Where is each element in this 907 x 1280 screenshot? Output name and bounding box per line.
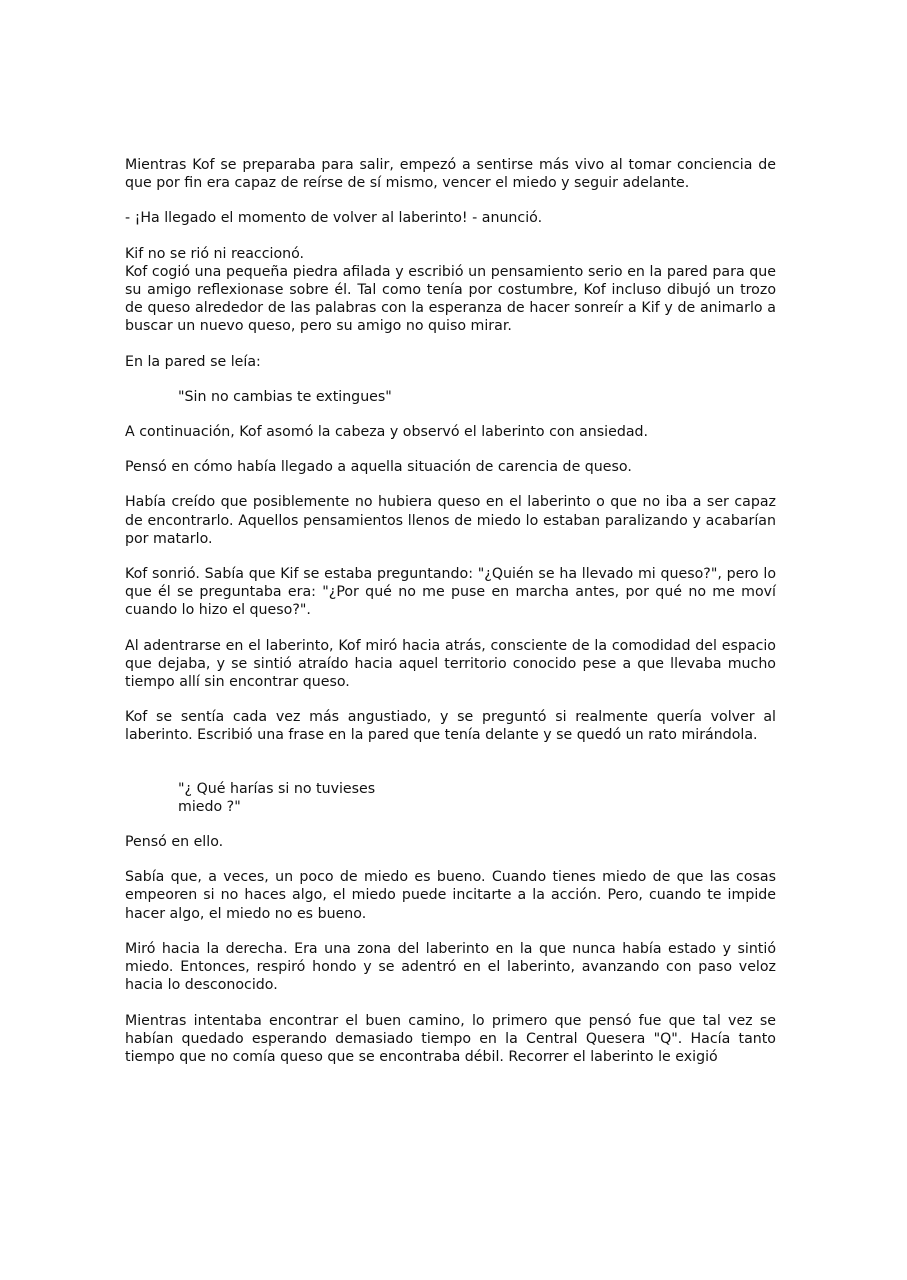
paragraph-8: Había creído que posiblemente no hubiera queso en el laberinto o que no iba a ser capaz de encontrarlo. Aquellos pensamientos llenos de miedo lo estaban paralizando y acabarían por matarlo.: [125, 494, 776, 547]
paragraph-10: Al adentrarse en el laberinto, Kof miró hacia atrás, consciente de la comodidad del espacio que dejaba, y se sintió atraído hacia aquel territorio conocido pese a que llevaba mucho tiempo allí sin encontrar queso.: [125, 637, 776, 691]
paragraph-3: Kif no se rió ni reaccionó.: [125, 245, 305, 262]
paragraph-7: Pensó en cómo había llegado a aquella situación de carencia de queso.: [125, 459, 632, 476]
wall-quote-2: [178, 780, 776, 816]
paragraph-11: Kof se sentía cada vez más angustiado, y se preguntó si realmente quería volver al laberinto. Escribió una frase en la pared que tenía delante y se quedó un rato mirándola.: [125, 709, 776, 744]
wall-quote-1: "Sin no cambias te extingues": [178, 388, 392, 405]
paragraph-5: En la pared se leía:: [125, 353, 261, 370]
paragraph-1: Mientras Kof se preparaba para salir, empezó a sentirse más vivo al tomar conciencia de que por fin era capaz de reírse de sí mismo, vencer el miedo y seguir adelante.: [125, 157, 776, 192]
paragraph-2: - ¡Ha llegado el momento de volver al laberinto! - anunció.: [125, 210, 543, 227]
paragraph-6: A continuación, Kof asomó la cabeza y observó el laberinto con ansiedad.: [125, 424, 649, 441]
paragraph-9: Kof sonrió. Sabía que Kif se estaba preguntando: "¿Quién se ha llevado mi queso?", pero lo que él se preguntaba era: "¿Por qué no me puse en marcha antes, por qué no me moví cuando lo hizo el queso?".: [125, 566, 776, 619]
paragraph-14: Miró hacia la derecha. Era una zona del laberinto en la que nunca había estado y sintió miedo. Entonces, respiró hondo y se adentró en el laberinto, avanzando con paso veloz hacia lo desconocido.: [125, 940, 776, 994]
paragraph-12: Pensó en ello.: [125, 834, 224, 851]
paragraph-15: Mientras intentaba encontrar el buen camino, lo primero que pensó fue que tal vez se habían quedado esperando demasiado tiempo en la Central Quesera "Q". Hacía tanto tiempo que no comía queso que se encontraba débil. Recorrer el laberinto le exigió: [125, 1012, 776, 1065]
paragraph-4: Kof cogió una pequeña piedra afilada y escribió un pensamiento serio en la pared para que su amigo reflexionase sobre él. Tal como tenía por costumbre, Kof incluso dibujó un trozo de queso alrededor de las palabras con la esperanza de hacer sonreír a Kif y de animarlo a buscar un nuevo queso, pero su amigo no quiso mirar.: [125, 263, 776, 335]
wall-quote-2-line-1: "¿ Qué harías si no tuvieses: [178, 780, 376, 797]
document-page: [125, 156, 776, 1083]
wall-quote-2-line-2: miedo ?": [178, 798, 241, 815]
paragraph-13: Sabía que, a veces, un poco de miedo es bueno. Cuando tienes miedo de que las cosas empeoren si no haces algo, el miedo puede incitarte a la acción. Pero, cuando te impide hacer algo, el miedo no es bueno.: [125, 869, 776, 922]
